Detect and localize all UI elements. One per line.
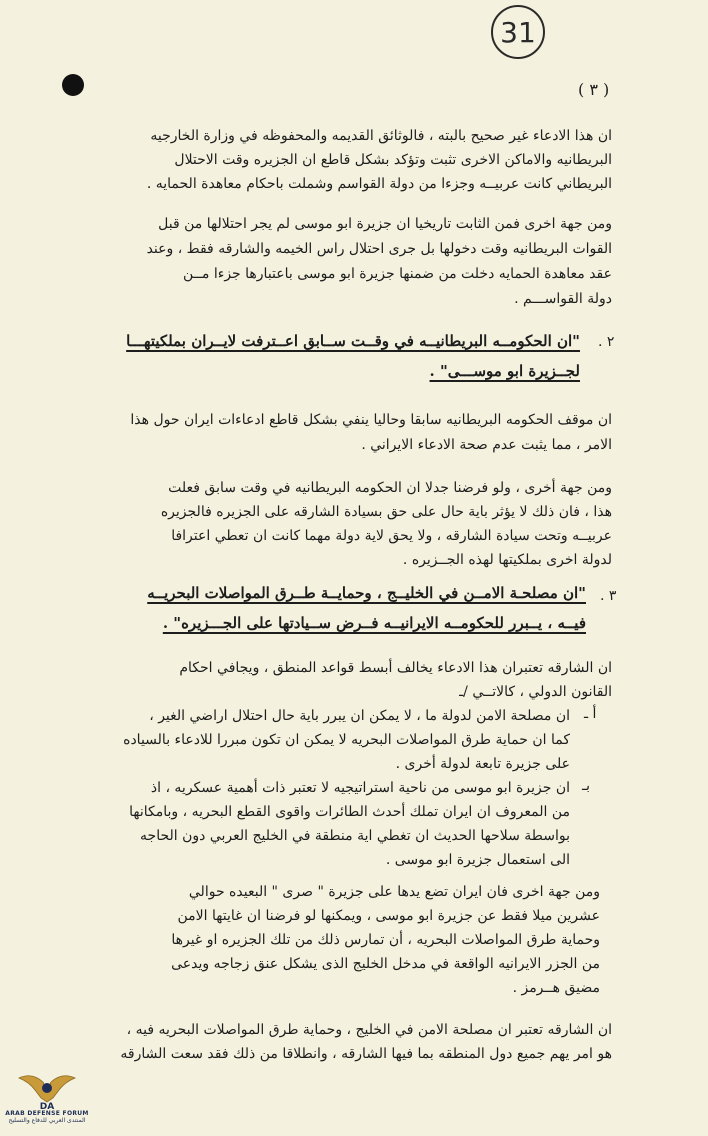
paragraph-line: ان مصلحة الامن لدولة ما ، لا يمكن ان يبرر باية حال احتلال اراضي الغير ، [149, 708, 570, 724]
page-number-circle [491, 5, 545, 59]
paragraph-line: من المعروف ان ايران تملك أحدث الطائرات واقوى القطع البحريه ، وبامكانها [129, 804, 570, 820]
paragraph-line: البريطاني كانت عربيــه وجزءا من دولة القواسم وشملت باحكام معاهدة الحمايه . [146, 176, 612, 192]
paragraph-item-a [30, 704, 570, 776]
paragraph-line: ومن جهة أخرى ، ولو فرضنا جدلا ان الحكومه البريطانيه في وقت سابق فعلت [168, 480, 612, 496]
punch-hole [62, 74, 84, 96]
heading-line: "ان الحكومــه البريطانيــه في وقــت ســابق اعــترفت لايــران بملكيتهـــا [126, 332, 580, 350]
paragraph-line: عربيــه وتحت سيادة الشارقه ، ولا يحق لاية دولة مهما كانت ان تعطي اعترافا [171, 528, 612, 544]
paragraph-line: هو امر يهم جميع دول المنطقه بما فيها الشارقه ، وانطلاقا من ذلك فقد سعت الشارقه [120, 1046, 612, 1062]
item-number-3: ٣ . [600, 588, 617, 604]
item-letter-b: بـ [582, 778, 590, 794]
paragraph-line: وحماية طرق المواصلات البحريه ، أن تمارس ذلك من تلك الجزيره او غيرها [171, 932, 600, 948]
paragraph-line: القانون الدولي ، كالاتــي /ـ [459, 684, 612, 700]
paragraph-line: على جزيرة تابعة لدولة أخرى . [395, 756, 570, 772]
paragraph-line: ان موقف الحكومه البريطانيه سابقا وحاليا ينفي بشكل قاطع ادعاءات ايران حول هذا [130, 412, 612, 428]
paragraph-line: ان الشارقه تعتبران هذا الادعاء يخالف أبسط قواعد المنطق ، ويجافي احكام [179, 660, 612, 676]
logo-mark: DA [39, 1102, 55, 1110]
paragraph-line: بواسطة سلاحها الحديث ان تغطي اية منطقة في الخليج العربي دون الحاجه [140, 828, 570, 844]
paragraph-line: لدولة اخرى بملكيتها لهذه الجــزيره . [402, 552, 612, 568]
paragraph-line: ومن جهة اخرى فان ايران تضع يدها على جزيرة " صرى " البعيده حوالي [188, 884, 600, 900]
paragraph-line: ومن جهة اخرى فمن الثابت تاريخيا ان جزيرة ابو موسى لم يجر احتلالها من قبل [158, 216, 612, 232]
paragraph-6 [30, 880, 600, 1000]
paragraph-line: هذا ، فان ذلك لا يؤثر باية حال على حق بسيادة الشارقه على الجزيره فالجزيره [160, 504, 612, 520]
paragraph-line: عشرين ميلا فقط عن جزيرة ابو موسى ، ويمكنها لو فرضنا ان غايتها الامن [177, 908, 600, 924]
paragraph-line: الامر ، مما يثبت عدم صحة الادعاء الايراني . [361, 437, 612, 453]
paragraph-line: كما ان حماية طرق المواصلات البحريه لا يمكن ان تكون مبررا للادعاء بالسياده [123, 732, 570, 748]
item-letter-a: أ ـ [584, 706, 597, 722]
paragraph-line: الى استعمال جزيرة ابو موسى . [385, 852, 570, 868]
paragraph-line: ان جزيرة ابو موسى من ناحية استراتيجيه لا تعتبر ذات أهمية عسكريه ، اذ [150, 780, 570, 796]
logo-subtitle: المنتدى العربي للدفاع والتسليح [8, 1117, 86, 1124]
heading-line: فيــه ، يــبرر للحكومــه الايرانيــه فــرض ســيادتها على الجـــزيره" . [162, 614, 586, 632]
paragraph-4 [30, 476, 612, 572]
paragraph-5 [30, 656, 612, 704]
paragraph-line: من الجزر الايرانيه الواقعة في مدخل الخليج الذى يشكل عنق زجاجه ويدعى [171, 956, 600, 972]
paragraph-line: البريطانيه والاماكن الاخرى تثبت وتؤكد بشكل قاطع ان الجزيره وقت الاحتلال [174, 152, 612, 168]
heading-3 [40, 578, 586, 638]
paragraph-line: عقد معاهدة الحمايه دخلت من ضمنها جزيرة ابو موسى باعتبارها جزءا مــن [183, 266, 612, 282]
logo-title: ARAB DEFENSE FORUM [5, 1110, 89, 1117]
heading-line: "ان مصلحـة الامــن في الخليــج ، وحمايــة طــرق المواصلات البحريــه [147, 584, 586, 602]
eagle-emblem-icon [17, 1068, 77, 1110]
heading-2 [40, 326, 580, 386]
paragraph-3 [30, 408, 612, 458]
paragraph-line: القوات البريطانيه وقت دخولها بل جرى احتلال راس الخيمه والشارقه فقط ، وعند [146, 241, 612, 257]
paragraph-item-b [30, 776, 570, 872]
heading-line: لجــزيرة ابو موســـى" . [429, 362, 580, 380]
page-number: 31 [500, 15, 536, 49]
paragraph-2 [30, 212, 612, 312]
item-number-2: ٢ . [598, 334, 615, 350]
paragraph-line: ان الشارقه تعتبر ان مصلحة الامن في الخليج ، وحماية طرق المواصلات البحريه فيه ، [126, 1022, 612, 1038]
paragraph-line: دولة القواســـم . [514, 291, 612, 307]
paragraph-1 [30, 124, 612, 196]
arab-defense-forum-logo [4, 1068, 90, 1134]
paragraph-7 [96, 1018, 612, 1066]
page-marker: ( ٣ ) [578, 80, 610, 99]
paragraph-line: مضيق هــرمز . [512, 980, 600, 996]
paragraph-line: ان هذا الادعاء غير صحيح بالبته ، فالوثائق القديمه والمحفوظه في وزارة الخارجيه [150, 128, 612, 144]
